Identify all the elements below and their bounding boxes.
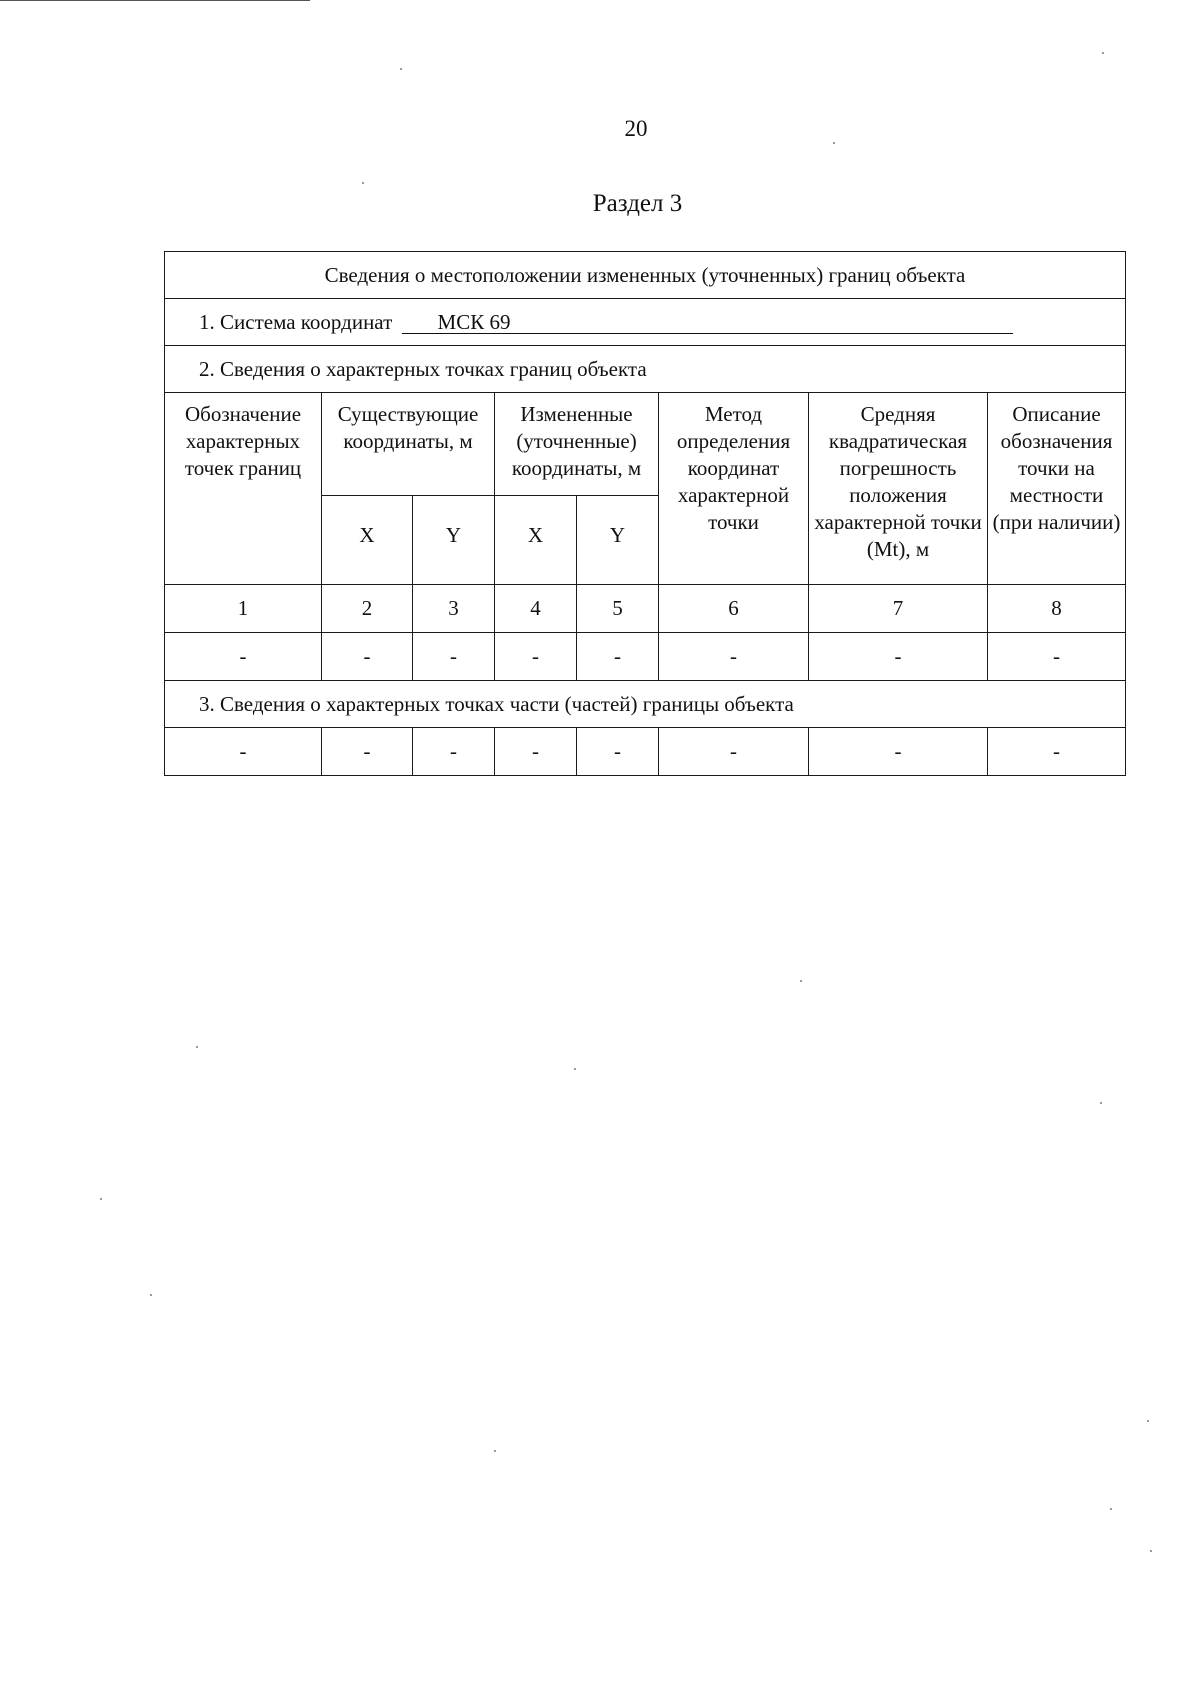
part-points-label: 3. Сведения о характерных точках части (частей) границы объекта bbox=[165, 681, 1126, 728]
column-number: 3 bbox=[413, 585, 495, 633]
scan-speck bbox=[833, 142, 835, 144]
col-mean-error-header: Средняя квадратическая погрешность положения характерной точки (Mt), м bbox=[809, 393, 988, 585]
scan-speck bbox=[494, 1450, 496, 1452]
part-points-data-row bbox=[165, 728, 1126, 776]
section-title: Раздел 3 bbox=[592, 190, 683, 217]
col-changed-coords-header: Измененные (уточненные) координаты, м bbox=[495, 393, 659, 496]
column-number: 6 bbox=[659, 585, 809, 633]
boundary-points-table bbox=[164, 251, 1126, 776]
scan-speck bbox=[574, 1068, 576, 1070]
table-cell: - bbox=[988, 728, 1126, 776]
scan-speck bbox=[100, 1198, 102, 1200]
table-cell: - bbox=[322, 633, 413, 681]
scan-speck bbox=[1147, 1420, 1149, 1422]
coord-system-value: МСК 69 bbox=[402, 311, 1013, 334]
column-number: 5 bbox=[577, 585, 659, 633]
coord-system-row bbox=[165, 299, 1126, 346]
table-title: Сведения о местоположении измененных (уточненных) границ объекта bbox=[165, 252, 1126, 299]
column-number: 7 bbox=[809, 585, 988, 633]
column-number: 4 bbox=[495, 585, 577, 633]
table-cell: - bbox=[322, 728, 413, 776]
col-designation-header: Обозначение характерных точек границ bbox=[165, 393, 322, 585]
table-cell: - bbox=[988, 633, 1126, 681]
characteristic-points-label: 2. Сведения о характерных точках границ объекта bbox=[165, 346, 1126, 393]
scan-speck bbox=[1102, 52, 1104, 54]
points-data-row bbox=[165, 633, 1126, 681]
sub-col-y-changed: Y bbox=[577, 496, 659, 585]
scan-speck bbox=[362, 182, 364, 184]
col-description-header: Описание обозначения точки на местности (при наличии) bbox=[988, 393, 1126, 585]
col-existing-coords-header: Существующие координаты, м bbox=[322, 393, 495, 496]
table-cell: - bbox=[577, 728, 659, 776]
scan-speck bbox=[800, 980, 802, 982]
scan-speck bbox=[400, 68, 402, 70]
column-number: 2 bbox=[322, 585, 413, 633]
table-cell: - bbox=[659, 728, 809, 776]
table-cell: - bbox=[809, 728, 988, 776]
scan-speck bbox=[1110, 1508, 1112, 1510]
part-points-row bbox=[165, 681, 1126, 728]
coord-system-label: 1. Система координат bbox=[199, 309, 393, 334]
table-cell: - bbox=[413, 728, 495, 776]
scan-speck bbox=[1150, 1550, 1152, 1552]
table-cell: - bbox=[165, 728, 322, 776]
column-numbers-row bbox=[165, 585, 1126, 633]
scan-speck bbox=[196, 1046, 198, 1048]
table-cell: - bbox=[495, 728, 577, 776]
table-cell: - bbox=[577, 633, 659, 681]
col-method-header: Метод определения координат характерной точки bbox=[659, 393, 809, 585]
scan-edge-line bbox=[0, 0, 310, 1]
table-cell: - bbox=[659, 633, 809, 681]
column-number: 8 bbox=[988, 585, 1126, 633]
sub-col-x-existing: X bbox=[322, 496, 413, 585]
column-number: 1 bbox=[165, 585, 322, 633]
sub-col-x-changed: X bbox=[495, 496, 577, 585]
table-title-row bbox=[165, 252, 1126, 299]
characteristic-points-row bbox=[165, 346, 1126, 393]
page-number: 20 bbox=[624, 116, 648, 141]
table-cell: - bbox=[413, 633, 495, 681]
scan-speck bbox=[1100, 1102, 1102, 1104]
scan-speck bbox=[150, 1294, 152, 1296]
table-cell: - bbox=[495, 633, 577, 681]
table-cell: - bbox=[165, 633, 322, 681]
table-cell: - bbox=[809, 633, 988, 681]
sub-col-y-existing: Y bbox=[413, 496, 495, 585]
column-header-row bbox=[165, 393, 1126, 496]
